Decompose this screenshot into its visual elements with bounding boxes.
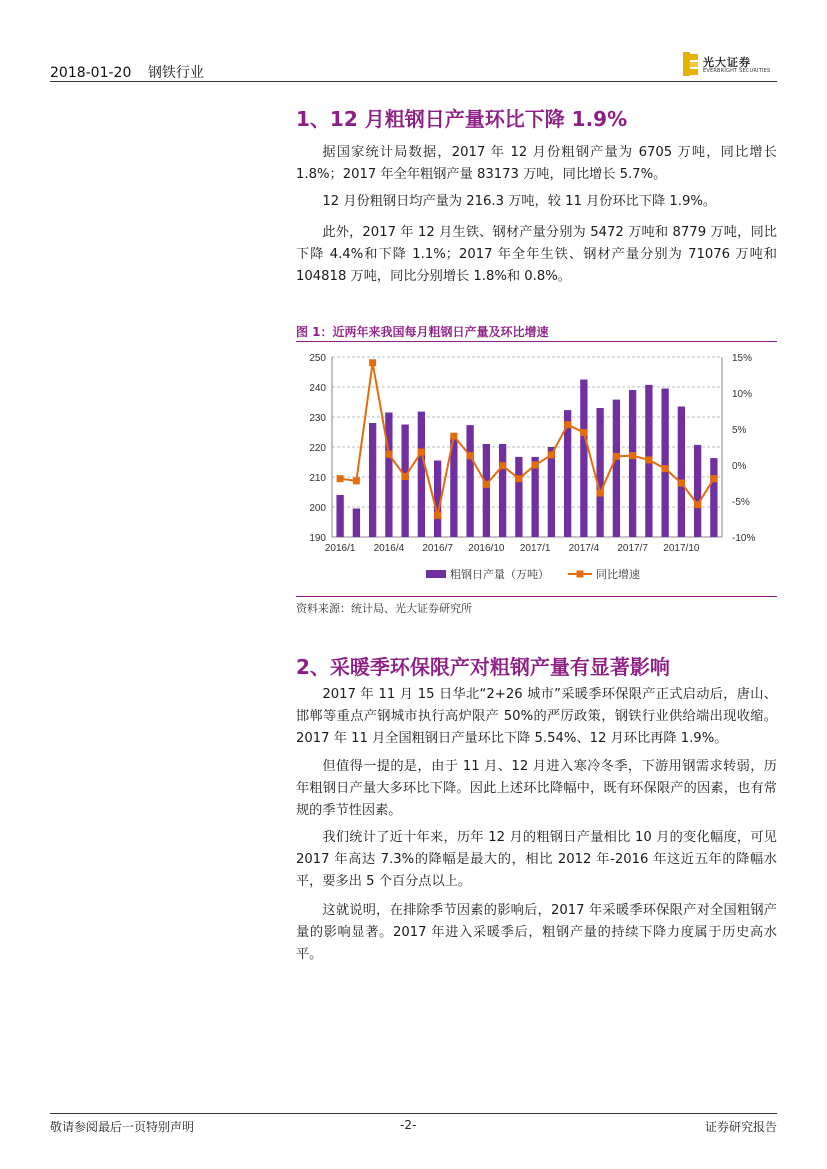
y-right-tick-label: 15% [732, 353, 753, 364]
figure1-title: 图 1：近两年来我国每月粗钢日产量及环比增速 [296, 325, 549, 339]
bar [369, 423, 376, 537]
x-tick-label: 2017/4 [568, 543, 600, 554]
y-left-tick-label: 250 [309, 353, 326, 364]
y-right-tick-label: -5% [732, 497, 750, 508]
line-point [434, 512, 441, 519]
line-point [678, 480, 685, 487]
line-point [450, 433, 457, 440]
line-point [418, 449, 425, 456]
y-left-tick-label: 230 [309, 413, 326, 424]
line-point [467, 452, 474, 459]
section2-paragraph-1: 2017 年 11 月 15 日华北“2+26 城市”采暖季环保限产正式启动后，唐山、邯郸等重点产钢城市执行高炉限产 50%的严厉政策，钢铁行业供给端出现收缩。2017 年 11 月全国粗钢日产量环比下降 5.54%、12 月环比再降 1.9%。 [296, 687, 777, 746]
bar [531, 457, 538, 537]
bar [401, 425, 408, 538]
y-right-tick-label: 0% [732, 461, 747, 472]
report-type: 证券研究报告 [704, 1120, 777, 1134]
line-point [532, 462, 539, 469]
report-date: 2018-01-20 [50, 65, 132, 81]
bar [418, 412, 425, 537]
line-point [337, 475, 344, 482]
section1-paragraph-1: 据国家统计局数据，2017 年 12 月份粗钢产量为 6705 万吨，同比增长 1.8%；2017 年全年粗钢产量 83173 万吨，同比增长 5.7%。 [296, 145, 777, 182]
section2-title: 2、采暖季环保限产对粗钢产量有显著影响 [296, 655, 670, 679]
y-left-tick-label: 200 [309, 503, 326, 514]
footer-divider [50, 1113, 777, 1114]
legend-bar-label: 粗钢日产量（万吨） [450, 568, 549, 581]
line-point [645, 456, 652, 463]
y-right-tick-label: 10% [732, 389, 753, 400]
bar [596, 408, 603, 537]
bar [613, 400, 620, 537]
line-point [629, 452, 636, 459]
page-header [50, 62, 216, 82]
section2-paragraph-3: 我们统计了近十年来，历年 12 月的粗钢日产量相比 10 月的变化幅度，可见 2017 年高达 7.3%的降幅是最大的，相比 2012 年-2016 年这近五年的降幅水平，要多出 5 个百分点以上。 [296, 830, 777, 889]
x-tick-label: 2017/1 [519, 543, 551, 554]
legend-line-label: 同比增速 [596, 568, 640, 581]
figure1-bottom-rule [296, 596, 777, 597]
x-tick-label: 2016/4 [373, 543, 405, 554]
logo-text: 光大证券 [703, 56, 751, 69]
bar [629, 390, 636, 537]
bar [710, 458, 717, 537]
line-point [662, 465, 669, 472]
section2-paragraph-4: 这就说明，在排除季节因素的影响后，2017 年采暖季环保限产对全国粗钢产量的影响显著。2017 年进入采暖季后，粗钢产量的持续下降力度属于历史高水平。 [296, 903, 777, 962]
bar [548, 447, 555, 537]
figure1-source: 资料来源：统计局、光大证券研究所 [296, 602, 472, 615]
bar [499, 444, 506, 537]
x-tick-label: 2016/7 [422, 543, 453, 554]
line-point [369, 359, 376, 366]
section1-title: 1、12 月粗钢日产量环比下降 1.9% [296, 107, 628, 131]
y-right-tick-label: 5% [732, 425, 747, 436]
y-left-tick-label: 220 [309, 443, 326, 454]
x-tick-label: 2016/10 [468, 543, 505, 554]
bar [515, 457, 522, 537]
line-point [402, 473, 409, 480]
bar [678, 407, 685, 538]
y-left-tick-label: 210 [309, 473, 326, 484]
bar [336, 495, 343, 537]
y-right-tick-label: -10% [732, 533, 756, 544]
logo-subtitle: EVERBRIGHT SECURITIES [703, 68, 771, 74]
line-point [564, 421, 571, 428]
line-point [483, 481, 490, 488]
line-point [515, 475, 522, 482]
bar [353, 509, 360, 538]
section1-paragraph-2: 12 月份粗钢日均产量为 216.3 万吨，较 11 月份环比下降 1.9%。 [322, 194, 717, 209]
section2-paragraph-2: 但值得一提的是，由于 11 月、12 月进入寒冷冬季，下游用钢需求转弱，历年粗钢日产量大多环比下降。因此上述环比降幅中，既有环保限产的因素，也有常规的季节性因素。 [296, 759, 777, 818]
bar [385, 413, 392, 538]
bar [483, 444, 490, 537]
y-left-tick-label: 240 [309, 383, 326, 394]
bar [580, 380, 587, 538]
x-tick-label: 2017/7 [617, 543, 648, 554]
x-tick-label: 2017/10 [663, 543, 700, 554]
growth-line [340, 363, 714, 516]
company-logo [683, 52, 778, 78]
figure1-top-rule [296, 341, 777, 342]
legend-bar-swatch [426, 570, 446, 578]
line-point [353, 477, 360, 484]
steel-output-chart [296, 343, 777, 595]
x-tick-label: 2016/1 [324, 543, 356, 554]
line-point [710, 475, 717, 482]
legend-line-marker [577, 571, 584, 578]
logo-mark-icon [683, 52, 699, 76]
line-point [597, 490, 604, 497]
line-point [613, 453, 620, 460]
bar [661, 389, 668, 538]
y-left-tick-label: 190 [309, 533, 326, 544]
header-divider [50, 81, 777, 82]
line-point [548, 451, 555, 458]
industry-label: 钢铁行业 [147, 65, 204, 81]
line-point [694, 501, 701, 508]
bar [694, 445, 701, 537]
line-point [580, 429, 587, 436]
page-number: -2- [400, 1118, 417, 1132]
line-point [385, 451, 392, 458]
section1-paragraph-3: 此外，2017 年 12 月生铁、钢材产量分别为 5472 万吨和 8779 万吨，同比下降 4.4%和下降 1.1%；2017 年全年生铁、钢材产量分别为 71076 万吨和 104818 万吨，同比分别增长 1.8%和 0.8%。 [296, 225, 777, 284]
bar [466, 425, 473, 537]
footer-disclaimer: 敬请参阅最后一页特别声明 [50, 1120, 195, 1134]
line-point [499, 462, 506, 469]
